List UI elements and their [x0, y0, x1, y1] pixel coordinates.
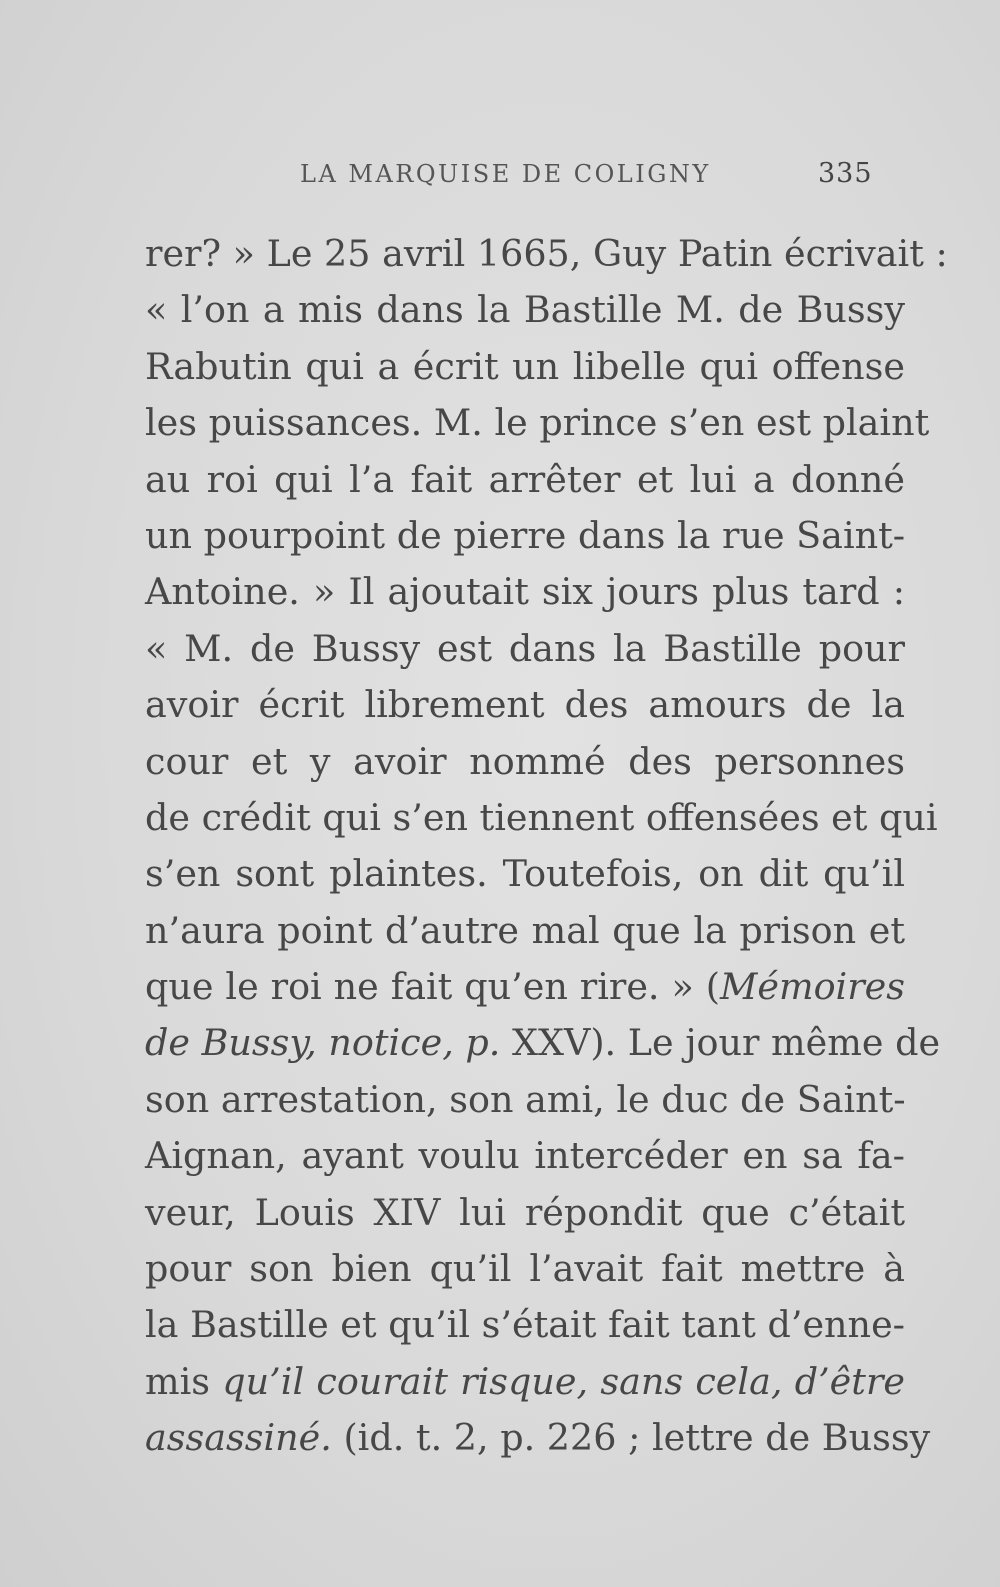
text-line: [145, 1297, 905, 1353]
page-number: 335: [818, 158, 873, 189]
text-segment: mis: [145, 1359, 223, 1403]
text-line: [145, 339, 905, 395]
italic-text-segment: Mémoires: [719, 965, 905, 1009]
text-line: [145, 1128, 905, 1184]
text-line: [145, 564, 905, 620]
text-segment: la Bastille et qu’il s’était fait tant d’enne-: [145, 1303, 905, 1347]
text-line: [145, 621, 905, 677]
text-line: [145, 1015, 941, 1071]
italic-text-segment: de Bussy, notice, p.: [145, 1021, 501, 1065]
italic-text-segment: assassiné.: [145, 1416, 332, 1460]
text-segment: rer? » Le 25 avril 1665, Guy Patin écrivait :: [145, 232, 948, 275]
text-segment: Aignan, ayant voulu intercéder en sa fa-: [145, 1134, 905, 1178]
text-line: [145, 959, 905, 1015]
text-line: [145, 508, 905, 564]
body-text: [145, 226, 948, 1467]
italic-text-segment: qu’il courait risque, sans cela, d’être: [222, 1359, 905, 1403]
text-line: [145, 395, 930, 451]
text-segment: les puissances. M. le prince s’en est plaint: [145, 401, 930, 445]
text-segment: veur, Louis XIV lui répondit que c’était: [145, 1190, 905, 1234]
text-segment: de crédit qui s’en tiennent offensées et qui: [145, 795, 938, 839]
text-segment: avoir écrit librement des amours de la: [145, 683, 905, 727]
text-segment: s’en sont plaintes. Toutefois, on dit qu’il: [145, 852, 905, 896]
text-line: [145, 226, 948, 282]
text-segment: Antoine. » Il ajoutait six jours plus tard :: [145, 570, 905, 614]
text-line: [145, 846, 905, 902]
text-line: [145, 1241, 905, 1297]
text-segment: cour et y avoir nommé des personnes: [145, 739, 905, 783]
text-segment: XXV). Le jour même de: [500, 1021, 941, 1065]
text-segment: Rabutin qui a écrit un libelle qui offense: [145, 344, 905, 388]
text-line: [145, 903, 905, 959]
text-segment: « l’on a mis dans la Bastille M. de Bussy: [145, 288, 905, 332]
text-segment: pour son bien qu’il l’avait fait mettre à: [145, 1247, 905, 1291]
text-segment: au roi qui l’a fait arrêter et lui a donné: [145, 457, 905, 501]
text-line: [145, 1185, 905, 1241]
text-segment: « M. de Bussy est dans la Bastille pour: [145, 626, 905, 670]
text-line: [145, 1410, 931, 1466]
text-segment: son arrestation, son ami, le duc de Saint-: [145, 1077, 906, 1121]
text-segment: (id. t. 2, p. 226 ; lettre de Bussy: [331, 1416, 931, 1460]
text-line: [145, 790, 938, 846]
text-line: [145, 1354, 905, 1410]
running-title: LA MARQUISE DE COLIGNY: [300, 160, 711, 188]
text-line: [145, 452, 905, 508]
text-line: [145, 734, 905, 790]
text-segment: que le roi ne fait qu’en rire. » (: [145, 965, 720, 1009]
text-line: [145, 677, 905, 733]
text-line: [145, 1072, 905, 1128]
text-segment: n’aura point d’autre mal que la prison et: [145, 908, 905, 952]
text-line: [145, 282, 905, 338]
text-segment: un pourpoint de pierre dans la rue Saint-: [145, 513, 906, 557]
